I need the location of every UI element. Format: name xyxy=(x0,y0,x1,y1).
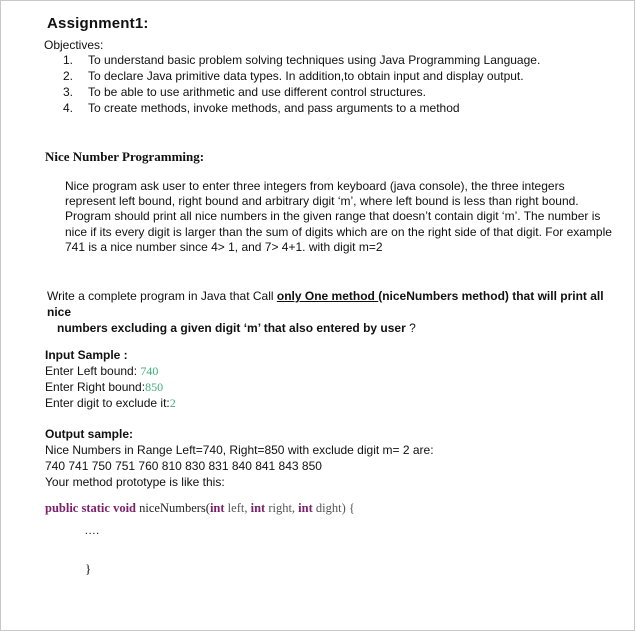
objective-item: 2. To declare Java primitive data types. In addition,to obtain input and display output. xyxy=(63,69,524,83)
input-line: Enter digit to exclude it:2 xyxy=(45,396,176,410)
input-line: Enter Left bound: 740 xyxy=(45,364,159,378)
task-statement: Write a complete program in Java that Call only One method (niceNumbers method) that will print all nice numbers excluding a given digit ‘m’ that also entered by user ? xyxy=(47,289,604,335)
code-closing-brace: } xyxy=(85,561,92,576)
output-line: Your method prototype is like this: xyxy=(45,475,225,489)
output-sample-lines xyxy=(45,442,434,490)
input-sample-heading: Input Sample : xyxy=(45,348,128,362)
output-line: 740 741 750 751 760 810 830 831 840 841 843 850 xyxy=(45,459,322,473)
section-heading: Nice Number Programming: xyxy=(45,149,205,164)
assignment-title: Assignment1: xyxy=(47,15,149,32)
output-sample-heading: Output sample: xyxy=(45,427,134,441)
problem-description: Nice program ask user to enter three integers from keyboard (java console), the three integers represent left bound, right bound and arbitrary digit ‘m’, where left bound is less than right bound. Program should print all nice numbers in the given range that doesn’t contain digit ‘m’. The number is nice if its every digit is larger than the sum of digits which are on the right side of that digit. For example 741 is a nice number since 4> 1, and 7> 4+1. with digit m=2 xyxy=(65,179,612,254)
objective-item: 4. To create methods, invoke methods, and pass arguments to a method xyxy=(63,101,460,115)
input-sample-lines xyxy=(45,363,176,411)
code-ellipsis: .... xyxy=(85,525,100,537)
input-line: Enter Right bound:850 xyxy=(45,380,164,394)
underlined-emphasis: only One method xyxy=(276,289,379,303)
objective-item: 1. To understand basic problem solving techniques using Java Programming Language. xyxy=(63,53,541,67)
output-line: Nice Numbers in Range Left=740, Right=850 with exclude digit m= 2 are: xyxy=(45,443,434,457)
method-prototype: public static void niceNumbers(int left, int right, int dight) { xyxy=(45,501,355,515)
objective-item: 3. To be able to use arithmetic and use different control structures. xyxy=(63,85,426,99)
objectives-heading: Objectives: xyxy=(44,38,104,52)
objectives-list xyxy=(63,52,540,116)
